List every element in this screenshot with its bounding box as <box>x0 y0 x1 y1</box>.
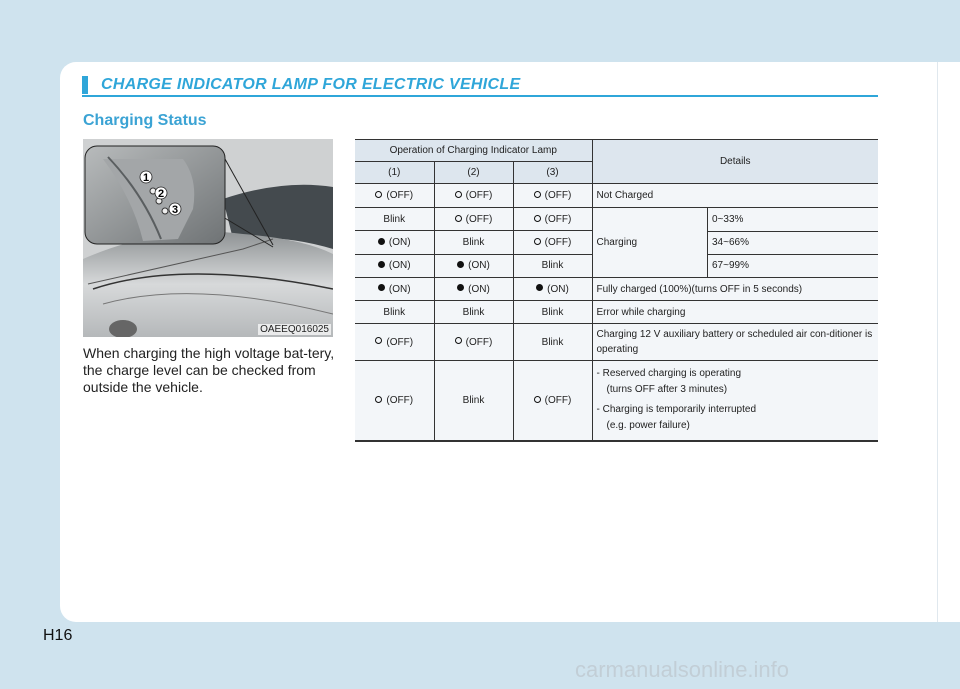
lamp-off-icon <box>455 215 462 222</box>
details-cell <box>592 361 878 441</box>
lamp-cell: Blink <box>355 208 434 231</box>
lamp-cell: (OFF) <box>513 208 592 231</box>
details-line: - Charging is temporarily interrupted <box>596 404 757 416</box>
callout-1: 1 <box>142 172 150 184</box>
lamp-cell: Blink <box>434 301 513 324</box>
lamp-cell: Blink <box>513 324 592 361</box>
details-cell: Not Charged <box>592 184 878 208</box>
table-row <box>355 301 878 324</box>
details-cell: Error while charging <box>592 301 878 324</box>
details-line: (e.g. power failure) <box>606 420 690 432</box>
lamp-on-icon <box>536 284 543 291</box>
lamp-cell: (OFF) <box>434 208 513 231</box>
lamp-off-icon <box>534 396 541 403</box>
charge-range-cell: 67~99% <box>708 254 879 277</box>
lamp-off-icon <box>455 191 462 198</box>
lamp-on-icon <box>378 238 385 245</box>
lamp-cell: (OFF) <box>513 231 592 254</box>
lamp-cell: (OFF) <box>513 361 592 441</box>
callout-3: 3 <box>171 204 179 216</box>
header-lamp-2: (2) <box>434 162 513 184</box>
lamp-cell: Blink <box>513 254 592 277</box>
header-details: Details <box>592 140 878 184</box>
lamp-cell: (ON) <box>355 254 434 277</box>
header-accent-bar <box>82 76 88 94</box>
lamp-cell: (OFF) <box>434 324 513 361</box>
charge-range-cell: 34~66% <box>708 231 879 254</box>
charging-group-cell <box>592 208 878 278</box>
lamp-cell: (OFF) <box>513 184 592 208</box>
lamp-cell: (ON) <box>513 278 592 301</box>
lamp-off-icon <box>534 215 541 222</box>
lamp-cell: Blink <box>434 231 513 254</box>
lamp-off-icon <box>375 191 382 198</box>
lamp-off-icon <box>534 238 541 245</box>
table-row <box>355 324 878 361</box>
lamp-cell: (ON) <box>355 278 434 301</box>
header-title: CHARGE INDICATOR LAMP FOR ELECTRIC VEHICLE <box>101 76 521 93</box>
section-title: Charging Status <box>83 112 207 129</box>
charge-range-cell: 0~33% <box>708 208 879 231</box>
details-cell: Charging 12 V auxiliary battery or scheduled air con-ditioner is operating <box>592 324 878 361</box>
header-lamp-1: (1) <box>355 162 434 184</box>
lamp-on-icon <box>378 261 385 268</box>
table-row <box>355 361 878 441</box>
body-paragraph: When charging the high voltage bat-tery, the charge level can be checked from outside the vehicle. <box>83 345 335 395</box>
table-row <box>355 184 878 208</box>
charging-status-table <box>355 139 878 442</box>
lamp-on-icon <box>457 261 464 268</box>
details-line: (turns OFF after 3 minutes) <box>606 384 728 396</box>
page-edge-line <box>937 62 938 622</box>
vehicle-figure <box>83 139 333 337</box>
lamp-cell: (ON) <box>434 278 513 301</box>
lamp-cell: (ON) <box>355 231 434 254</box>
lamp-cell: Blink <box>513 301 592 324</box>
details-line: - Reserved charging is operating <box>596 368 742 380</box>
lamp-off-icon <box>455 337 462 344</box>
lamp-on-icon <box>457 284 464 291</box>
lamp-cell: (ON) <box>434 254 513 277</box>
lamp-on-icon <box>378 284 385 291</box>
header-lamp-3: (3) <box>513 162 592 184</box>
watermark: carmanualsonline.info <box>575 657 790 682</box>
charging-label: Charging <box>593 208 708 277</box>
lamp-off-icon <box>375 396 382 403</box>
lamp-cell: (OFF) <box>355 184 434 208</box>
table-row <box>355 208 878 231</box>
lamp-cell: Blink <box>355 301 434 324</box>
figure-code: OAEEQ016025 <box>260 324 329 335</box>
lamp-off-icon <box>375 337 382 344</box>
lamp-off-icon <box>534 191 541 198</box>
header-lamp-operation: Operation of Charging Indicator Lamp <box>355 140 592 162</box>
lamp-cell: (OFF) <box>355 361 434 441</box>
table-row <box>355 278 878 301</box>
lamp-cell: (OFF) <box>434 184 513 208</box>
page-number: H16 <box>43 627 73 644</box>
lamp-cell: (OFF) <box>355 324 434 361</box>
callout-2: 2 <box>157 188 165 200</box>
callout-labels <box>83 139 333 337</box>
header-rule <box>82 95 878 97</box>
lamp-cell: Blink <box>434 361 513 441</box>
details-cell: Fully charged (100%)(turns OFF in 5 seconds) <box>592 278 878 301</box>
